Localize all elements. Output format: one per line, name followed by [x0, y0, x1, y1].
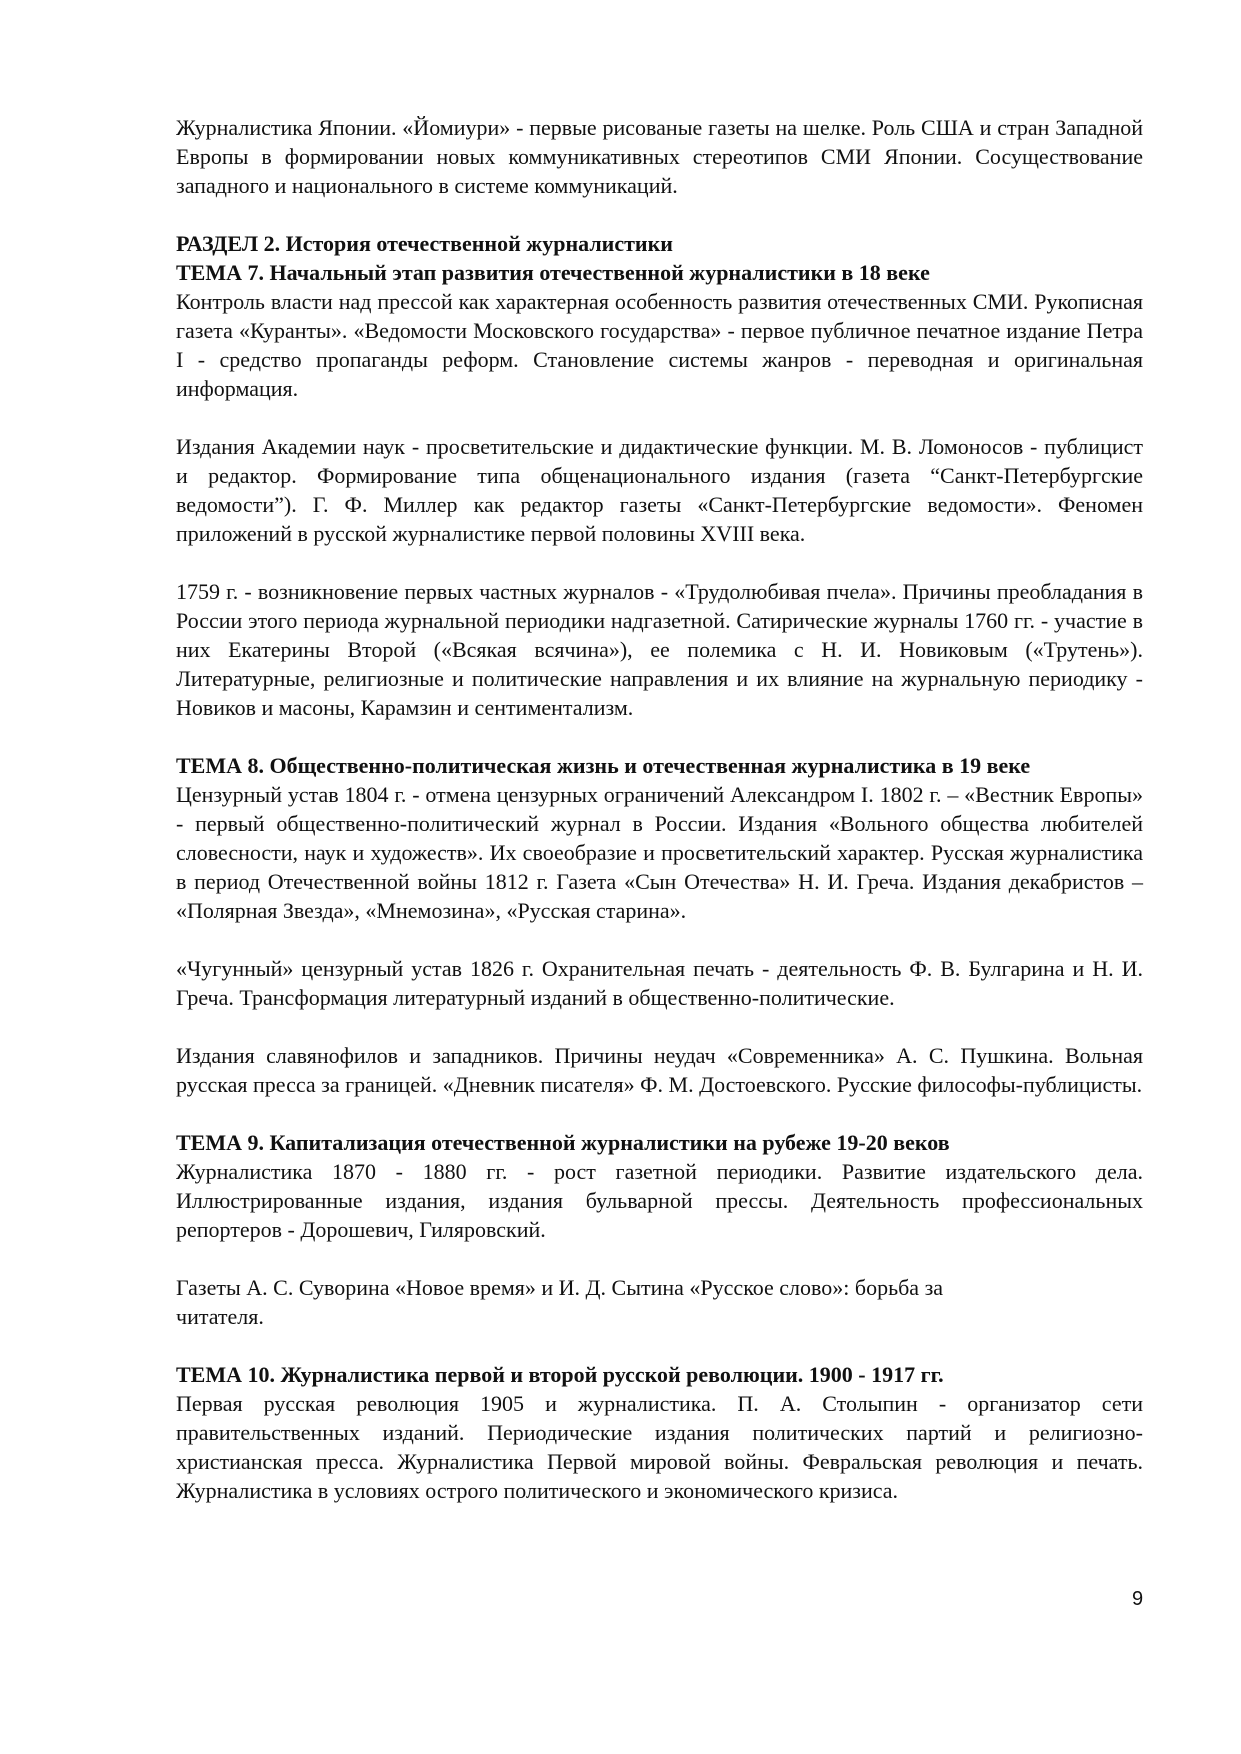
topic-9-paragraph-2-line-1: Газеты А. С. Суворина «Новое время» и И. Д. Сытина «Русское слово»: борьба за	[176, 1275, 944, 1300]
topic-8-paragraph-2: «Чугунный» цензурный устав 1826 г. Охранительная печать - деятельность Ф. В. Булгарина и Н. И. Греча. Трансформация литературный изданий в общественно-политические.	[176, 956, 1143, 1010]
topic-8-paragraph-1: Цензурный устав 1804 г. - отмена цензурных ограничений Александром I. 1802 г. – «Вестник Европы» - первый общественно-политический журнал в России. Издания «Вольного общества любителей словесности, наук и художеств». Их своеобразие и просветительский характер. Русская журналистика в период Отечественной войны 1812 г. Газета «Сын Отечества» Н. И. Греча. Издания декабристов – «Полярная Звезда», «Мнемозина», «Русская старина».	[176, 782, 1143, 923]
page-content	[176, 113, 1143, 1505]
topic-10-title: ТЕМА 10. Журналистика первой и второй русской революции. 1900 - 1917 гг.	[176, 1362, 944, 1387]
topic-9-title: ТЕМА 9. Капитализация отечественной журналистики на рубеже 19-20 веков	[176, 1130, 950, 1155]
topic-7-title: ТЕМА 7. Начальный этап развития отечественной журналистики в 18 веке	[176, 260, 930, 285]
page-number: 9	[1132, 1588, 1144, 1610]
topic-7-paragraph-3: 1759 г. - возникновение первых частных журналов - «Трудолюбивая пчела». Причины преобладания в России этого периода журнальной периодики надгазетной. Сатирические журналы 1760 гг. - участие в них Екатерины Второй («Всякая всячина»), ее полемика с Н. И. Новиковым («Трутень»). Литературные, религиозные и политические направления и их влияние на журнальную периодику - Новиков и масоны, Карамзин и сентиментализм.	[176, 579, 1143, 720]
topic-9-paragraph-1: Журналистика 1870 - 1880 гг. - рост газетной периодики. Развитие издательского дела. Иллюстрированные издания, издания бульварной прессы. Деятельность профессиональных репортеров - Дорошевич, Гиляровский.	[176, 1159, 1143, 1242]
topic-7-paragraph-1: Контроль власти над прессой как характерная особенность развития отечественных СМИ. Рукописная газета «Куранты». «Ведомости Московского государства» - первое публичное печатное издание Петра I - средство пропаганды реформ. Становление системы жанров - переводная и оригинальная информация.	[176, 289, 1143, 401]
topic-8-paragraph-3: Издания славянофилов и западников. Причины неудач «Современника» А. С. Пушкина. Вольная русская пресса за границей. «Дневник писателя» Ф. М. Достоевского. Русские философы-публицисты.	[176, 1043, 1143, 1097]
topic-8-title: ТЕМА 8. Общественно-политическая жизнь и отечественная журналистика в 19 веке	[176, 753, 1031, 778]
intro-paragraph: Журналистика Японии. «Йомиури» - первые рисованые газеты на шелке. Роль США и стран Западной Европы в формировании новых коммуникативных стереотипов СМИ Японии. Сосуществование западного и национального в системе коммуникаций.	[176, 115, 1143, 198]
topic-9-paragraph-2-line-2: читателя.	[176, 1304, 264, 1329]
topic-10-paragraph-1: Первая русская революция 1905 и журналистика. П. А. Столыпин - организатор сети правительственных изданий. Периодические издания политических партий и религиозно-христианская пресса. Журналистика Первой мировой войны. Февральская революция и печать. Журналистика в условиях острого политического и экономического кризиса.	[176, 1391, 1143, 1503]
topic-7-paragraph-2: Издания Академии наук - просветительские и дидактические функции. М. В. Ломоносов - публицист и редактор. Формирование типа общенационального издания (газета “Санкт-Петербургские ведомости”). Г. Ф. Миллер как редактор газеты «Санкт-Петербургские ведомости». Феномен приложений в русской журналистике первой половины XVIII века.	[176, 434, 1143, 546]
section-2-title: РАЗДЕЛ 2. История отечественной журналистики	[176, 231, 673, 256]
